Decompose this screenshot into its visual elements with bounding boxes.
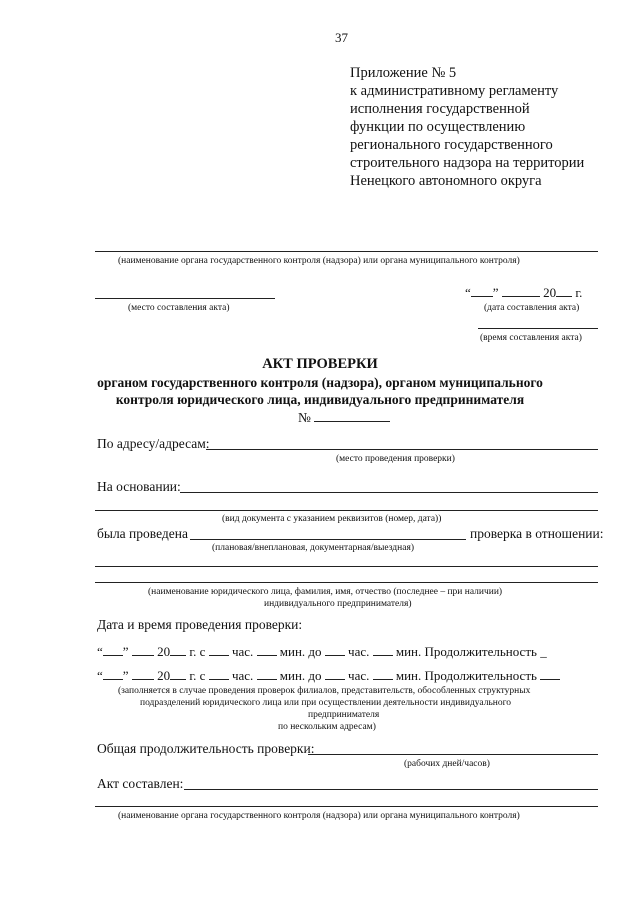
total-duration-line xyxy=(308,754,598,755)
row1-hours-1: час. xyxy=(231,644,254,659)
date-year-suffix: г. xyxy=(575,285,583,300)
appendix-line: к административному регламенту xyxy=(350,83,559,99)
conducted-caption: (плановая/внеплановая, документарная/выездная) xyxy=(212,543,414,553)
datetime-row-2 xyxy=(97,667,560,684)
page-number: 37 xyxy=(335,30,348,45)
title-line-3: контроля юридического лица, индивидуального предпринимателя xyxy=(115,392,525,407)
row1-duration: мин. Продолжительность xyxy=(395,644,537,659)
row2-month-blank xyxy=(132,667,154,680)
row2-min-from-blank xyxy=(257,667,277,680)
basis-caption: (вид документа с указанием реквизитов (номер, дата)) xyxy=(222,514,442,524)
date-open-quote: “ xyxy=(465,285,471,300)
subject-line-2 xyxy=(95,582,598,583)
row2-min-to: мин. до xyxy=(279,668,322,683)
date-field xyxy=(465,284,582,301)
act-number xyxy=(298,409,390,426)
document-title: АКТ ПРОВЕРКИ xyxy=(262,356,378,372)
row2-from: г. с xyxy=(189,668,206,683)
row2-min-to-blank xyxy=(373,667,393,680)
organ-name-caption: (наименование органа государственного контроля (надзора) или органа муниципального контроля) xyxy=(118,256,520,266)
row1-day-blank xyxy=(103,643,123,656)
date-year-prefix: 20 xyxy=(543,285,557,300)
row2-close-quote: ” xyxy=(122,668,129,683)
row1-hour-from-blank xyxy=(209,643,229,656)
row2-year: 20 xyxy=(157,668,171,683)
row1-year-blank xyxy=(170,643,186,656)
appendix-line: строительного надзора на территории xyxy=(350,155,585,171)
date-close-quote: ” xyxy=(492,285,499,300)
row2-hours-2: час. xyxy=(348,668,370,683)
datetime-row-1 xyxy=(97,643,547,660)
row1-from: г. с xyxy=(189,644,206,659)
row1-hour-to-blank xyxy=(325,643,345,656)
row2-day-blank xyxy=(103,667,123,680)
date-caption: (дата составления акта) xyxy=(484,303,580,313)
row2-hour-to-blank xyxy=(325,667,345,680)
appendix-block xyxy=(350,64,584,190)
row2-hour-from-blank xyxy=(209,667,229,680)
address-caption: (место проведения проверки) xyxy=(336,454,455,464)
appendix-line: Ненецкого автономного округа xyxy=(350,173,542,189)
total-duration-label: Общая продолжительность проверки: xyxy=(97,741,315,756)
row1-month-blank xyxy=(132,643,154,656)
act-number-blank xyxy=(314,409,390,422)
address-line xyxy=(206,449,598,450)
total-duration-caption: (рабочих дней/часов) xyxy=(404,759,490,769)
address-label: По адресу/адресам: xyxy=(97,436,210,451)
row2-open-quote: “ xyxy=(97,668,103,683)
row1-tail: _ xyxy=(540,644,547,659)
rows-caption-2: подразделений юридического лица или при осуществлении деятельности индивидуального xyxy=(140,698,512,708)
time-caption: (время составления акта) xyxy=(480,333,582,343)
basis-label: На основании: xyxy=(97,479,181,494)
date-day-blank xyxy=(471,284,493,297)
appendix-line: регионального государственного xyxy=(350,137,553,153)
conducted-label: была проведена xyxy=(97,526,188,541)
organ-name-line xyxy=(95,251,598,252)
subject-line-1 xyxy=(95,566,598,567)
row1-min-to-blank xyxy=(373,643,393,656)
row1-open-quote: “ xyxy=(97,644,103,659)
appendix-line: исполнения государственной xyxy=(350,101,530,117)
row1-close-quote: ” xyxy=(122,644,129,659)
date-month-blank xyxy=(502,284,540,297)
datetime-label: Дата и время проведения проверки: xyxy=(97,617,303,632)
title-line-2: органом государственного контроля (надзора), органом муниципального xyxy=(97,375,543,390)
place-line xyxy=(95,298,275,299)
row2-duration: мин. Продолжительность xyxy=(395,668,537,683)
row2-duration-blank xyxy=(540,667,560,680)
row1-year: 20 xyxy=(157,644,171,659)
rows-caption-1: (заполняется в случае проведения проверок филиалов, представительств, обособленных структурных xyxy=(118,686,531,696)
drawn-up-label: Акт составлен: xyxy=(97,776,184,791)
basis-line-2 xyxy=(95,510,598,511)
conducted-line xyxy=(190,539,466,540)
subject-caption-2: индивидуального предпринимателя) xyxy=(264,599,412,609)
number-sign: № xyxy=(298,410,311,425)
conducted-suffix: проверка в отношении: xyxy=(470,526,604,541)
rows-caption-3: предпринимателя xyxy=(308,710,380,720)
subject-caption-1: (наименование юридического лица, фамилия, имя, отчество (последнее – при наличии) xyxy=(148,587,503,597)
drawn-up-line-2 xyxy=(95,806,598,807)
appendix-line: функции по осуществлению xyxy=(350,119,526,135)
basis-line xyxy=(180,492,598,493)
drawn-up-line xyxy=(184,789,598,790)
row2-year-blank xyxy=(170,667,186,680)
row1-hours-2: час. xyxy=(348,644,370,659)
rows-caption-4: по нескольким адресам) xyxy=(278,722,376,732)
row1-min-from-blank xyxy=(257,643,277,656)
appendix-line: Приложение № 5 xyxy=(350,65,457,81)
time-line xyxy=(478,328,598,329)
row2-hours-1: час. xyxy=(231,668,254,683)
date-year-blank xyxy=(556,284,572,297)
drawn-up-caption: (наименование органа государственного контроля (надзора) или органа муниципального контроля) xyxy=(118,811,520,821)
place-caption: (место составления акта) xyxy=(128,303,230,313)
row1-min-to: мин. до xyxy=(279,644,322,659)
